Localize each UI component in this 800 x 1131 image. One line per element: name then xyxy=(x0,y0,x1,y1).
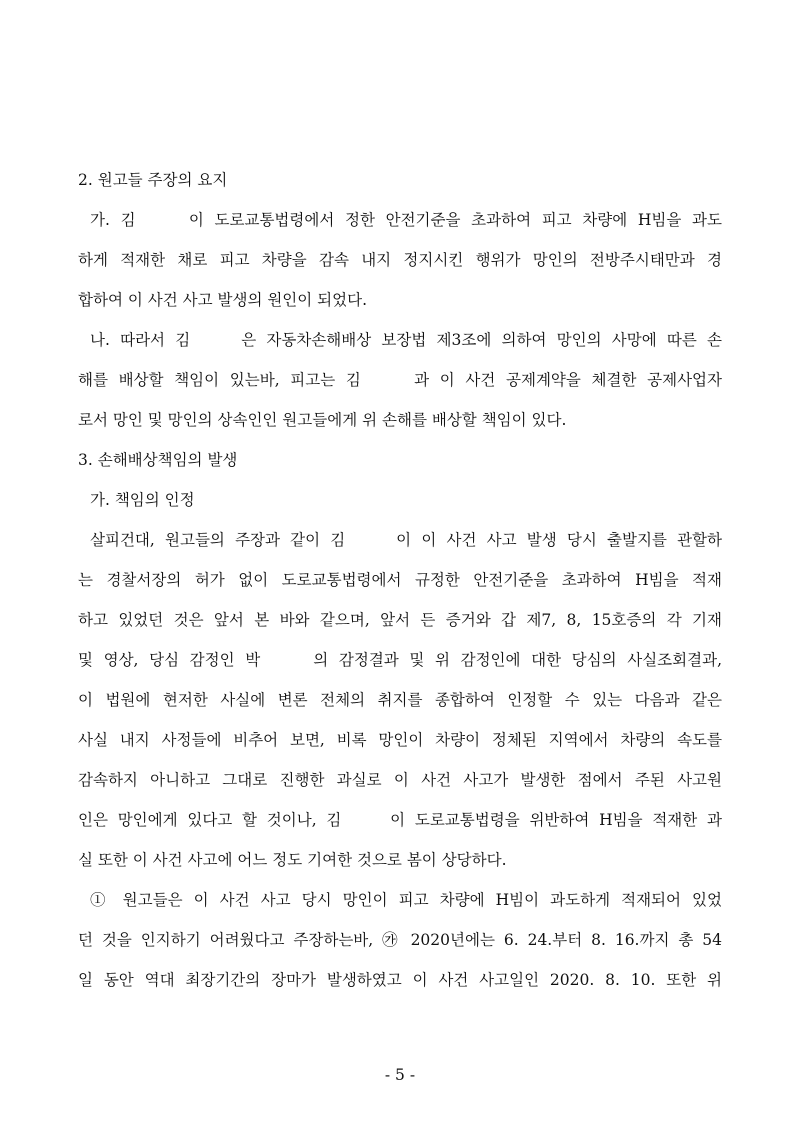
document-body xyxy=(78,160,722,1000)
text-line: 하게 적재한 채로 피고 차량을 감속 내지 정지시킨 행위가 망인의 전방주시태만과 경 xyxy=(78,251,722,269)
text-line: 가. 책임의 인정 xyxy=(90,491,195,509)
text-line: 사실 내지 사정들에 비추어 보면, 비록 망인이 차량이 정체된 지역에서 차량의 속도를 xyxy=(78,731,722,749)
text-line: 일 동안 역대 최장기간의 장마가 발생하였고 이 사건 사고일인 2020. 8. 10. 또한 위 xyxy=(78,971,722,989)
text-line: 합하여 이 사건 사고 발생의 원인이 되었다. xyxy=(78,291,368,309)
text-line: 이 법원에 현저한 사실에 변론 전체의 취지를 종합하여 인정할 수 있는 다음과 같은 xyxy=(78,691,722,709)
text-line: 로서 망인 및 망인의 상속인인 원고들에게 위 손해를 배상할 책임이 있다. xyxy=(78,411,567,429)
text-line: 감속하지 아니하고 그대로 진행한 과실로 이 사건 사고가 발생한 점에서 주된 사고원 xyxy=(78,771,722,789)
text-line: 3. 손해배상책임의 발생 xyxy=(78,451,238,469)
text-line: 인은 망인에게 있다고 할 것이나, 김 이 도로교통법령을 위반하여 H빔을 적재한 과 xyxy=(78,811,722,829)
text-line: 가. 김 이 도로교통법령에서 정한 안전기준을 초과하여 피고 차량에 H빔을 과도 xyxy=(90,211,722,229)
text-line: 2. 원고들 주장의 요지 xyxy=(78,171,228,189)
text-line: 하고 있었던 것은 앞서 본 바와 같으며, 앞서 든 증거와 갑 제7, 8, 15호증의 각 기재 xyxy=(78,611,722,629)
text-line: 해를 배상할 책임이 있는바, 피고는 김 과 이 사건 공제계약을 체결한 공제사업자 xyxy=(78,371,722,389)
text-line: 는 경찰서장의 허가 없이 도로교통법령에서 규정한 안전기준을 초과하여 H빔을 적재 xyxy=(78,571,722,589)
text-line: 실 또한 이 사건 사고에 어느 정도 기여한 것으로 봄이 상당하다. xyxy=(78,851,507,869)
text-line: 나. 따라서 김 은 자동차손해배상 보장법 제3조에 의하여 망인의 사망에 따른 손 xyxy=(90,331,722,349)
text-line: 및 영상, 당심 감정인 박 의 감정결과 및 위 감정인에 대한 당심의 사실조회결과, xyxy=(78,651,722,669)
text-line: ① 원고들은 이 사건 사고 당시 망인이 피고 차량에 H빔이 과도하게 적재되어 있었 xyxy=(90,891,722,909)
text-line: 던 것을 인지하기 어려웠다고 주장하는바, ㉮ 2020년에는 6. 24.부터 8. 16.까지 총 54 xyxy=(78,931,722,949)
page-number: - 5 - xyxy=(384,1066,416,1084)
text-line: 살피건대, 원고들의 주장과 같이 김 이 이 사건 사고 발생 당시 출발지를 관할하 xyxy=(90,531,722,549)
